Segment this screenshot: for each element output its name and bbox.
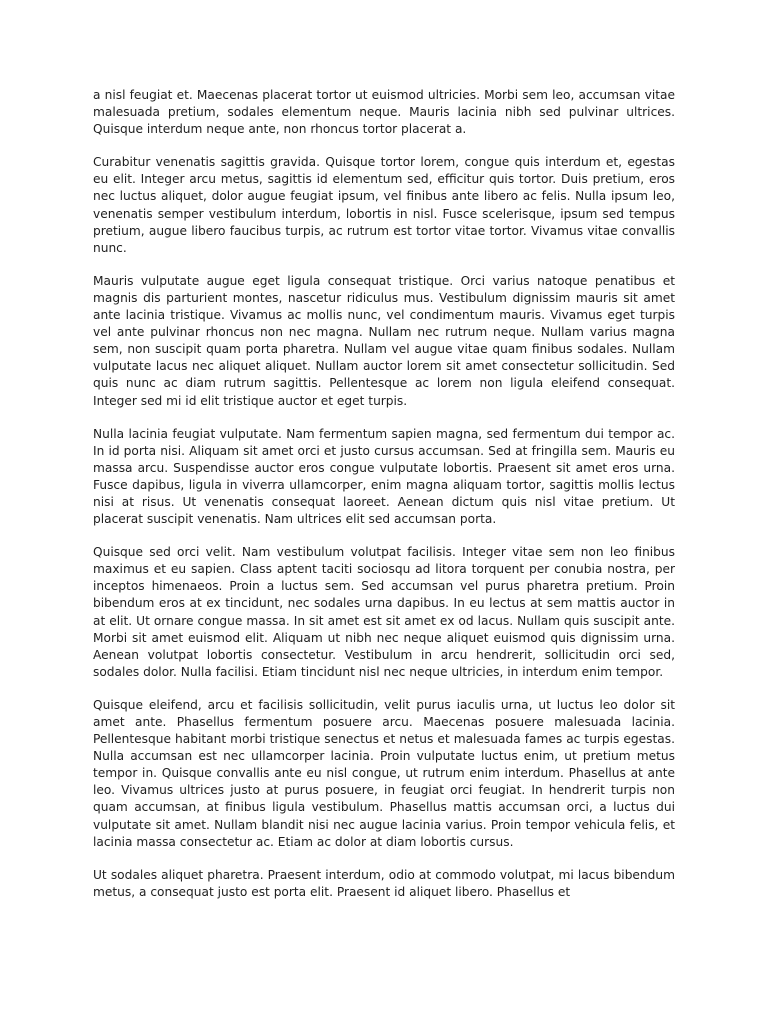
- paragraph: a nisl feugiat et. Maecenas placerat tortor ut euismod ultricies. Morbi sem leo, accumsan vitae malesuada pretium, sodales elementum neque. Mauris lacinia nibh sed pulvinar ultrices. Quisque interdum neque ante, non rhoncus tortor placerat a.: [93, 88, 675, 137]
- document-page: [93, 87, 675, 901]
- paragraph: Quisque eleifend, arcu et facilisis sollicitudin, velit purus iaculis urna, ut luctus leo dolor sit amet ante. Phasellus fermentum posuere arcu. Maecenas posuere malesuada lacinia. Pellentesque habitant morbi tristique senectus et netus et malesuada fames ac turpis egestas. Nulla accumsan est nec ullamcorper lacinia. Proin vulputate luctus enim, ut pretium metus tempor in. Quisque convallis ante eu nisl congue, ut rutrum enim interdum. Phasellus at ante leo. Vivamus ultrices justo at purus posuere, in feugiat orci feugiat. In hendrerit turpis non quam accumsan, at finibus ligula vestibulum. Phasellus mattis accumsan orci, a luctus dui vulputate sit amet. Nullam blandit nisi nec augue lacinia varius. Proin tempor vehicula felis, et lacinia massa consectetur ac. Etiam ac dolor at diam lobortis cursus.: [93, 697, 675, 849]
- paragraph: Ut sodales aliquet pharetra. Praesent interdum, odio at commodo volutpat, mi lacus bibendum metus, a consequat justo est porta elit. Praesent id aliquet libero. Phasellus et: [93, 867, 675, 899]
- paragraph: Quisque sed orci velit. Nam vestibulum volutpat facilisis. Integer vitae sem non leo finibus maximus et eu sapien. Class aptent taciti sociosqu ad litora torquent per conubia nostra, per inceptos himenaeos. Proin a luctus sem. Sed accumsan vel purus pharetra pretium. Proin bibendum eros at ex tincidunt, nec sodales urna dapibus. In eu lectus at sem mattis auctor in at elit. Ut ornare congue massa. In sit amet est sit amet ex od lacus. Nullam quis suscipit ante. Morbi sit amet euismod elit. Aliquam ut nibh nec neque aliquet euismod quis dignissim urna. Aenean volutpat lobortis consectetur. Vestibulum in arcu hendrerit, sollicitudin orci sed, sodales dolor. Nulla facilisi. Etiam tincidunt nisl nec neque ultricies, in interdum enim tempor.: [93, 545, 675, 679]
- paragraph: Curabitur venenatis sagittis gravida. Quisque tortor lorem, congue quis interdum et, egestas eu elit. Integer arcu metus, sagittis id elementum sed, efficitur quis tortor. Duis pretium, eros nec luctus aliquet, dolor augue feugiat ipsum, vel finibus ante libero ac felis. Nulla ipsum leo, venenatis semper vestibulum interdum, lobortis in nisl. Fusce scelerisque, ipsum sed tempus pretium, augue libero faucibus turpis, ac rutrum est tortor vitae tortor. Vivamus vitae convallis nunc.: [93, 155, 675, 255]
- paragraph: Mauris vulputate augue eget ligula consequat tristique. Orci varius natoque penatibus et magnis dis parturient montes, nascetur ridiculus mus. Vestibulum dignissim mauris sit amet ante lacinia tristique. Vivamus ac mollis nunc, vel condimentum mauris. Vivamus eget turpis vel ante pulvinar rhoncus non nec magna. Nullam nec rutrum neque. Nullam varius magna sem, non suscipit quam porta pharetra. Nullam vel augue vitae quam finibus sodales. Nullam vulputate lacus nec aliquet aliquet. Nullam auctor lorem sit amet consectetur sollicitudin. Sed quis nunc ac diam rutrum sagittis. Pellentesque ac lorem non ligula eleifend consequat. Integer sed mi id elit tristique auctor et eget turpis.: [93, 273, 675, 408]
- paragraph: Nulla lacinia feugiat vulputate. Nam fermentum sapien magna, sed fermentum dui tempor ac. In id porta nisi. Aliquam sit amet orci et justo cursus accumsan. Sed at fringilla sem. Mauris eu massa arcu. Suspendisse auctor eros congue vulputate lobortis. Praesent sit amet eros urna. Fusce dapibus, ligula in viverra ullamcorper, enim magna aliquam tortor, sagittis mollis lectus nisi at risus. Ut venenatis consequat laoreet. Aenean dictum quis nisl vitae pretium. Ut placerat suscipit venenatis. Nam ultrices elit sed accumsan porta.: [93, 426, 675, 527]
